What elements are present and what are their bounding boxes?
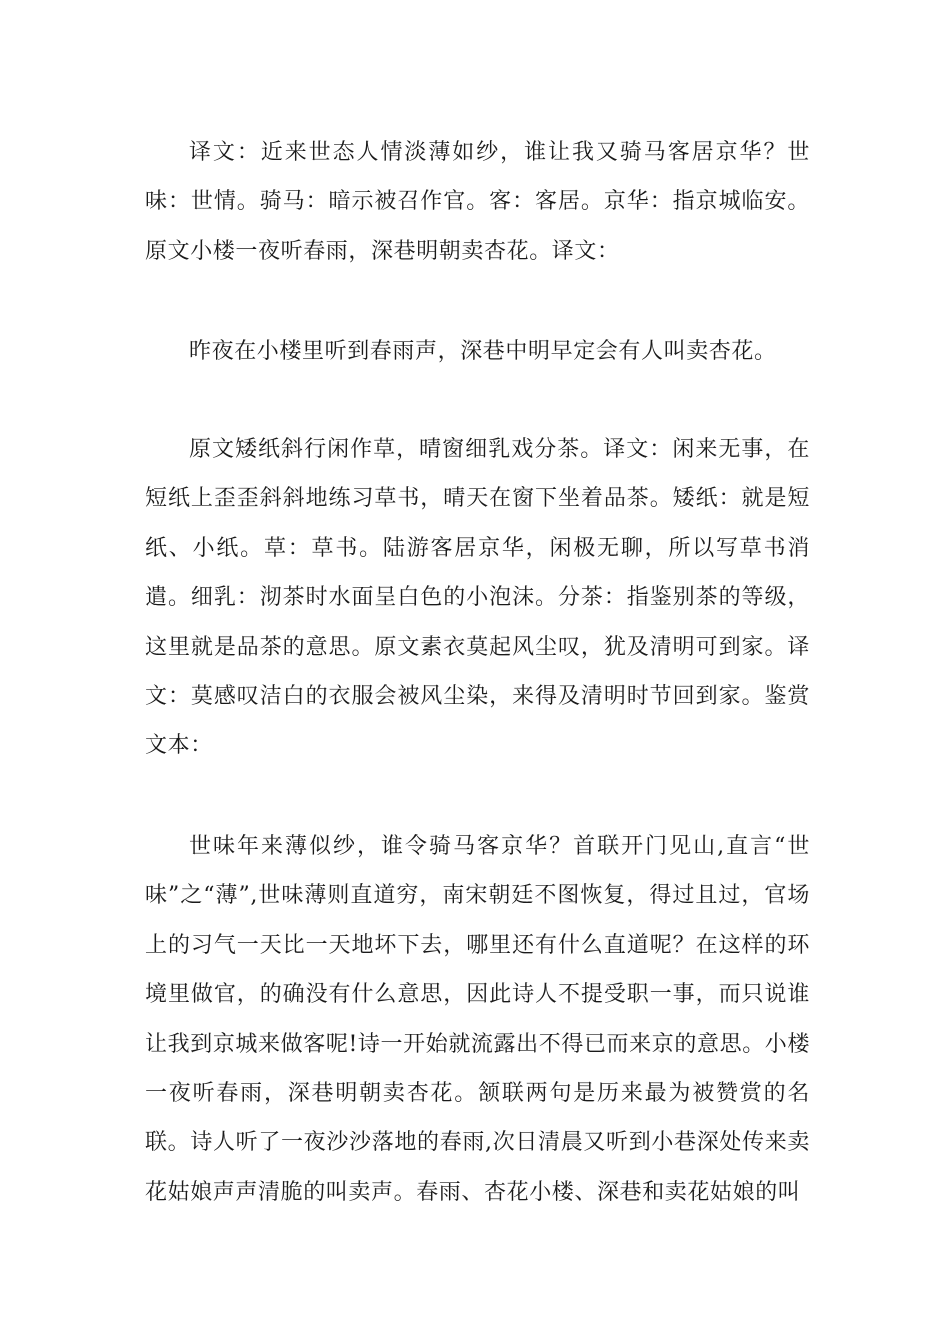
paragraph-translation-3: 原文矮纸斜行闲作草，晴窗细乳戏分茶。译文：闲来无事，在短纸上歪歪斜斜地练习草书，晴天在窗下坐着品茶。矮纸：就是短纸、小纸。草：草书。陆游客居京华，闲极无聊，所以写草书消遣。细乳：沏茶时水面呈白色的小泡沫。分茶：指鉴别茶的等级，这里就是品茶的意思。原文素衣莫起风尘叹，犹及清明可到家。译文：莫感叹洁白的衣服会被风尘染，来得及清明时节回到家。鉴赏文本： [145,437,810,759]
paragraph-translation-2: 昨夜在小楼里听到春雨声，深巷中明早定会有人叫卖杏花。 [189,339,777,364]
paragraph-appreciation: 世味年来薄似纱，谁令骑马客京华？首联开门见山,直言“世味”之“薄”,世味薄则直道穷，南宋朝廷不图恢复，得过且过，官场上的习气一天比一天地坏下去，哪里还有什么直道呢？在这样的环境里做官，的确没有什么意思，因此诗人不提受职一事，而只说谁让我到京城来做客呢!诗一开始就流露出不得已而来京的意思。小楼一夜听春雨，深巷明朝卖杏花。颔联两句是历来最为被赞赏的名联。诗人听了一夜沙沙落地的春雨,次日清晨又听到小巷深处传来卖花姑娘声声清脆的叫卖声。春雨、杏花小楼、深巷和卖花姑娘的叫 [145,834,810,1205]
paragraph-translation-1: 译文：近来世态人情淡薄如纱，谁让我又骑马客居京华？世味：世情。骑马：暗示被召作官。客：客居。京华：指京城临安。原文小楼一夜听春雨，深巷明朝卖杏花。译文： [145,140,810,264]
